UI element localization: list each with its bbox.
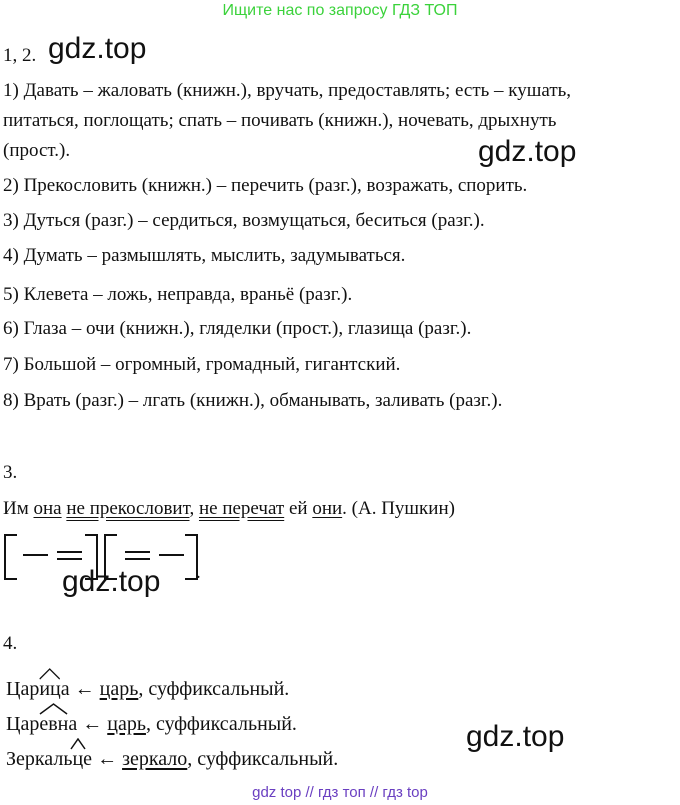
predicate-1: не прекословит <box>66 498 190 519</box>
item-1-line-3: (прост.). <box>3 140 71 161</box>
section-4-number: 4. <box>3 633 18 654</box>
derivation-line: Зеркаль це ← зеркало, суффиксальный. <box>6 748 338 771</box>
predicate-2: не перечат <box>198 498 285 519</box>
watermark: gdz.top <box>48 32 147 65</box>
analysis-sentence: Им она не прекословит, не перечат ей они. (А. Пушкин) <box>3 498 455 519</box>
suffix-mark-icon <box>39 668 60 680</box>
suffix: евн <box>39 713 68 735</box>
bracket-left-icon <box>5 535 17 579</box>
item-5: 5) Клевета – ложь, неправда, враньё (разг.). <box>3 284 353 305</box>
suffix: иц <box>39 678 60 700</box>
item-8: 8) Врать (разг.) – лгать (книжн.), обманывать, заливать (разг.). <box>3 390 503 411</box>
item-1-line-2: питаться, поглощать; спать – почивать (книжн.), ночевать, дрыхнуть <box>3 110 557 131</box>
watermark: gdz.top <box>62 565 161 598</box>
derivation-line: Цар евна ← царь, суффиксальный. <box>6 713 297 736</box>
item-2: 2) Прекословить (книжн.) – перечить (разг.), возражать, спорить. <box>3 175 528 196</box>
suffix-mark-icon <box>70 738 86 750</box>
section-3-number: 3. <box>3 462 18 483</box>
base-word: царь <box>107 713 146 735</box>
base-word: зеркало <box>122 748 188 770</box>
subject-1: она <box>33 498 62 519</box>
suffix-mark-icon <box>39 703 68 715</box>
item-3: 3) Дуться (разг.) – сердиться, возмущаться, беситься (разг.). <box>3 210 485 231</box>
footer-links[interactable]: gdz top // гдз топ // гдз top <box>252 784 428 801</box>
derivation-line: Цар ица ← царь, суффиксальный. <box>6 678 289 701</box>
item-1-line-1: 1) Давать – жаловать (книжн.), вручать, предоставлять; есть – кушать, <box>3 80 572 101</box>
item-7: 7) Большой – огромный, громадный, гигантский. <box>3 354 401 375</box>
watermark: gdz.top <box>466 720 565 753</box>
base-word: царь <box>99 678 139 700</box>
top-banner[interactable]: Ищите нас по запросу ГДЗ ТОП <box>222 2 458 19</box>
suffix: ц <box>72 748 83 770</box>
watermark: gdz.top <box>478 135 577 168</box>
item-6: 6) Глаза – очи (книжн.), гляделки (прост.), глазища (разг.). <box>3 318 472 339</box>
subject-2: они <box>312 498 343 519</box>
item-4: 4) Думать – размышлять, мыслить, задумываться. <box>3 245 406 266</box>
section-12-number: 1, 2. <box>3 45 37 66</box>
scheme-period: . <box>196 562 201 583</box>
